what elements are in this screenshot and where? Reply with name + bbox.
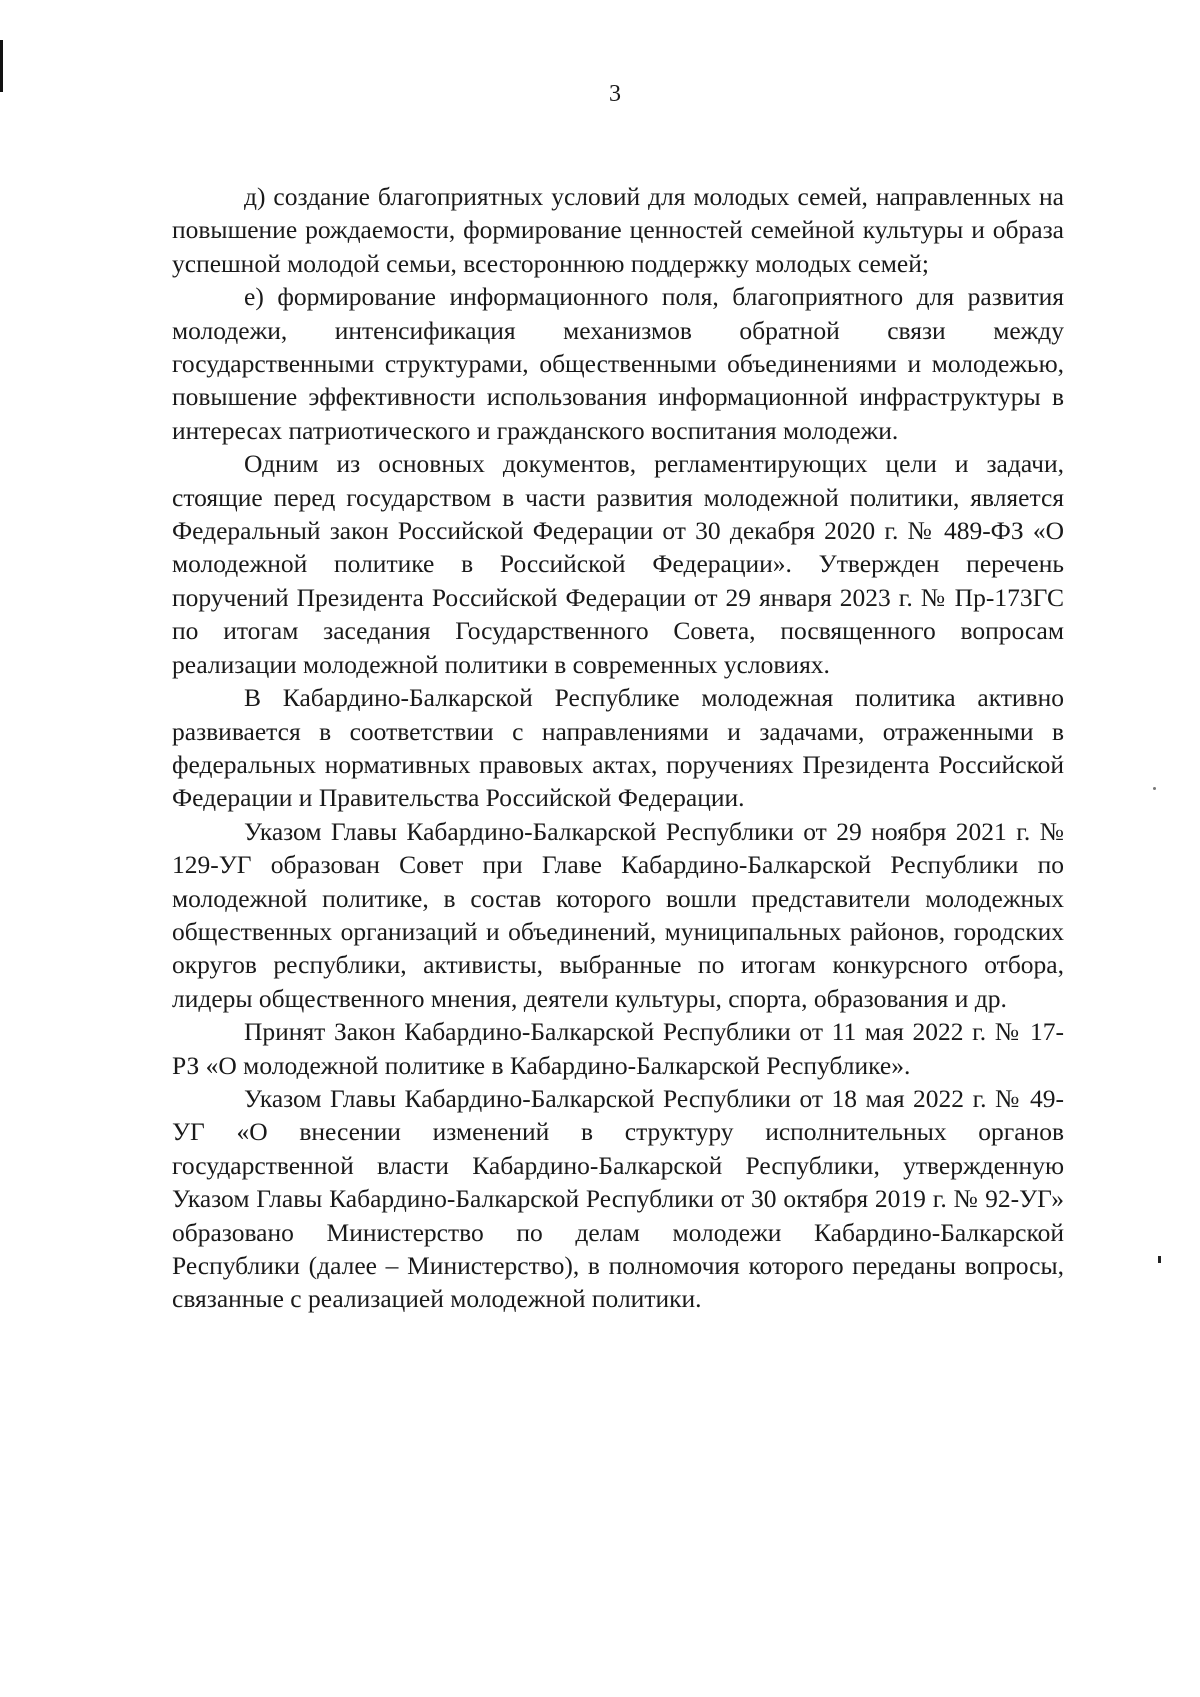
- page-number: 3: [609, 81, 621, 107]
- paragraph-federal-law: Одним из основных документов, регламентирующих цели и задачи, стоящие перед государством в части развития молодежной политики, является Федеральный закон Российской Федерации от 30 декабря 2020 г. № 489-ФЗ «О молодежной политике в Российской Федерации». Утвержден перечень поручений Президента Российской Федерации от 29 января 2023 г. № Пр-173ГС по итогам заседания Государственного Совета, посвященного вопросам реализации молодежной политики в современных условиях.: [172, 449, 1064, 679]
- paragraph-information-field: е) формирование информационного поля, благоприятного для развития молодежи, интенсификация механизмов обратной связи между государственными структурами, общественными объединениями и молодежью, повышение эффективности использования информационной инфраструктуры в интересах патриотического и гражданского воспитания молодежи.: [172, 282, 1064, 445]
- scan-speck: [1158, 1256, 1161, 1263]
- paragraph-ministry-decree: Указом Главы Кабардино-Балкарской Республики от 18 мая 2022 г. № 49-УГ «О внесении изменений в структуру исполнительных органов государственной власти Кабардино-Балкарской Республики, утвержденную Указом Главы Кабардино-Балкарской Республики от 30 октября 2019 г. № 92-УГ» образовано Министерство по делам молодежи Кабардино-Балкарской Республики (далее – Министерство), в полномочия которого переданы вопросы, связанные с реализацией молодежной политики.: [172, 1083, 1064, 1314]
- scan-speck: [1153, 787, 1156, 790]
- paragraph-kbr-youth-policy: В Кабардино-Балкарской Республике молодежная политика активно развивается в соответствии с направлениями и задачами, отраженными в федеральных нормативных правовых актах, поручениях Президента Российской Федерации и Правительства Российской Федерации.: [172, 683, 1064, 813]
- paragraph-youth-council-decree: Указом Главы Кабардино-Балкарской Республики от 29 ноября 2021 г. № 129-УГ образован Совет при Главе Кабардино-Балкарской Республики по молодежной политике, в состав которого вошли представители молодежных общественных организаций и объединений, муниципальных районов, городских округов республики, активисты, выбранные по итогам конкурсного отбора, лидеры общественного мнения, деятели культуры, спорта, образования и др.: [172, 816, 1064, 1013]
- document-body: [172, 180, 1064, 1316]
- paragraph-regional-law: Принят Закон Кабардино-Балкарской Республики от 11 мая 2022 г. № 17-РЗ «О молодежной политике в Кабардино-Балкарской Республике».: [172, 1017, 1064, 1080]
- paragraph-young-families: д) создание благоприятных условий для молодых семей, направленных на повышение рождаемости, формирование ценностей семейной культуры и образа успешной молодой семьи, всестороннюю поддержку молодых семей;: [172, 182, 1064, 278]
